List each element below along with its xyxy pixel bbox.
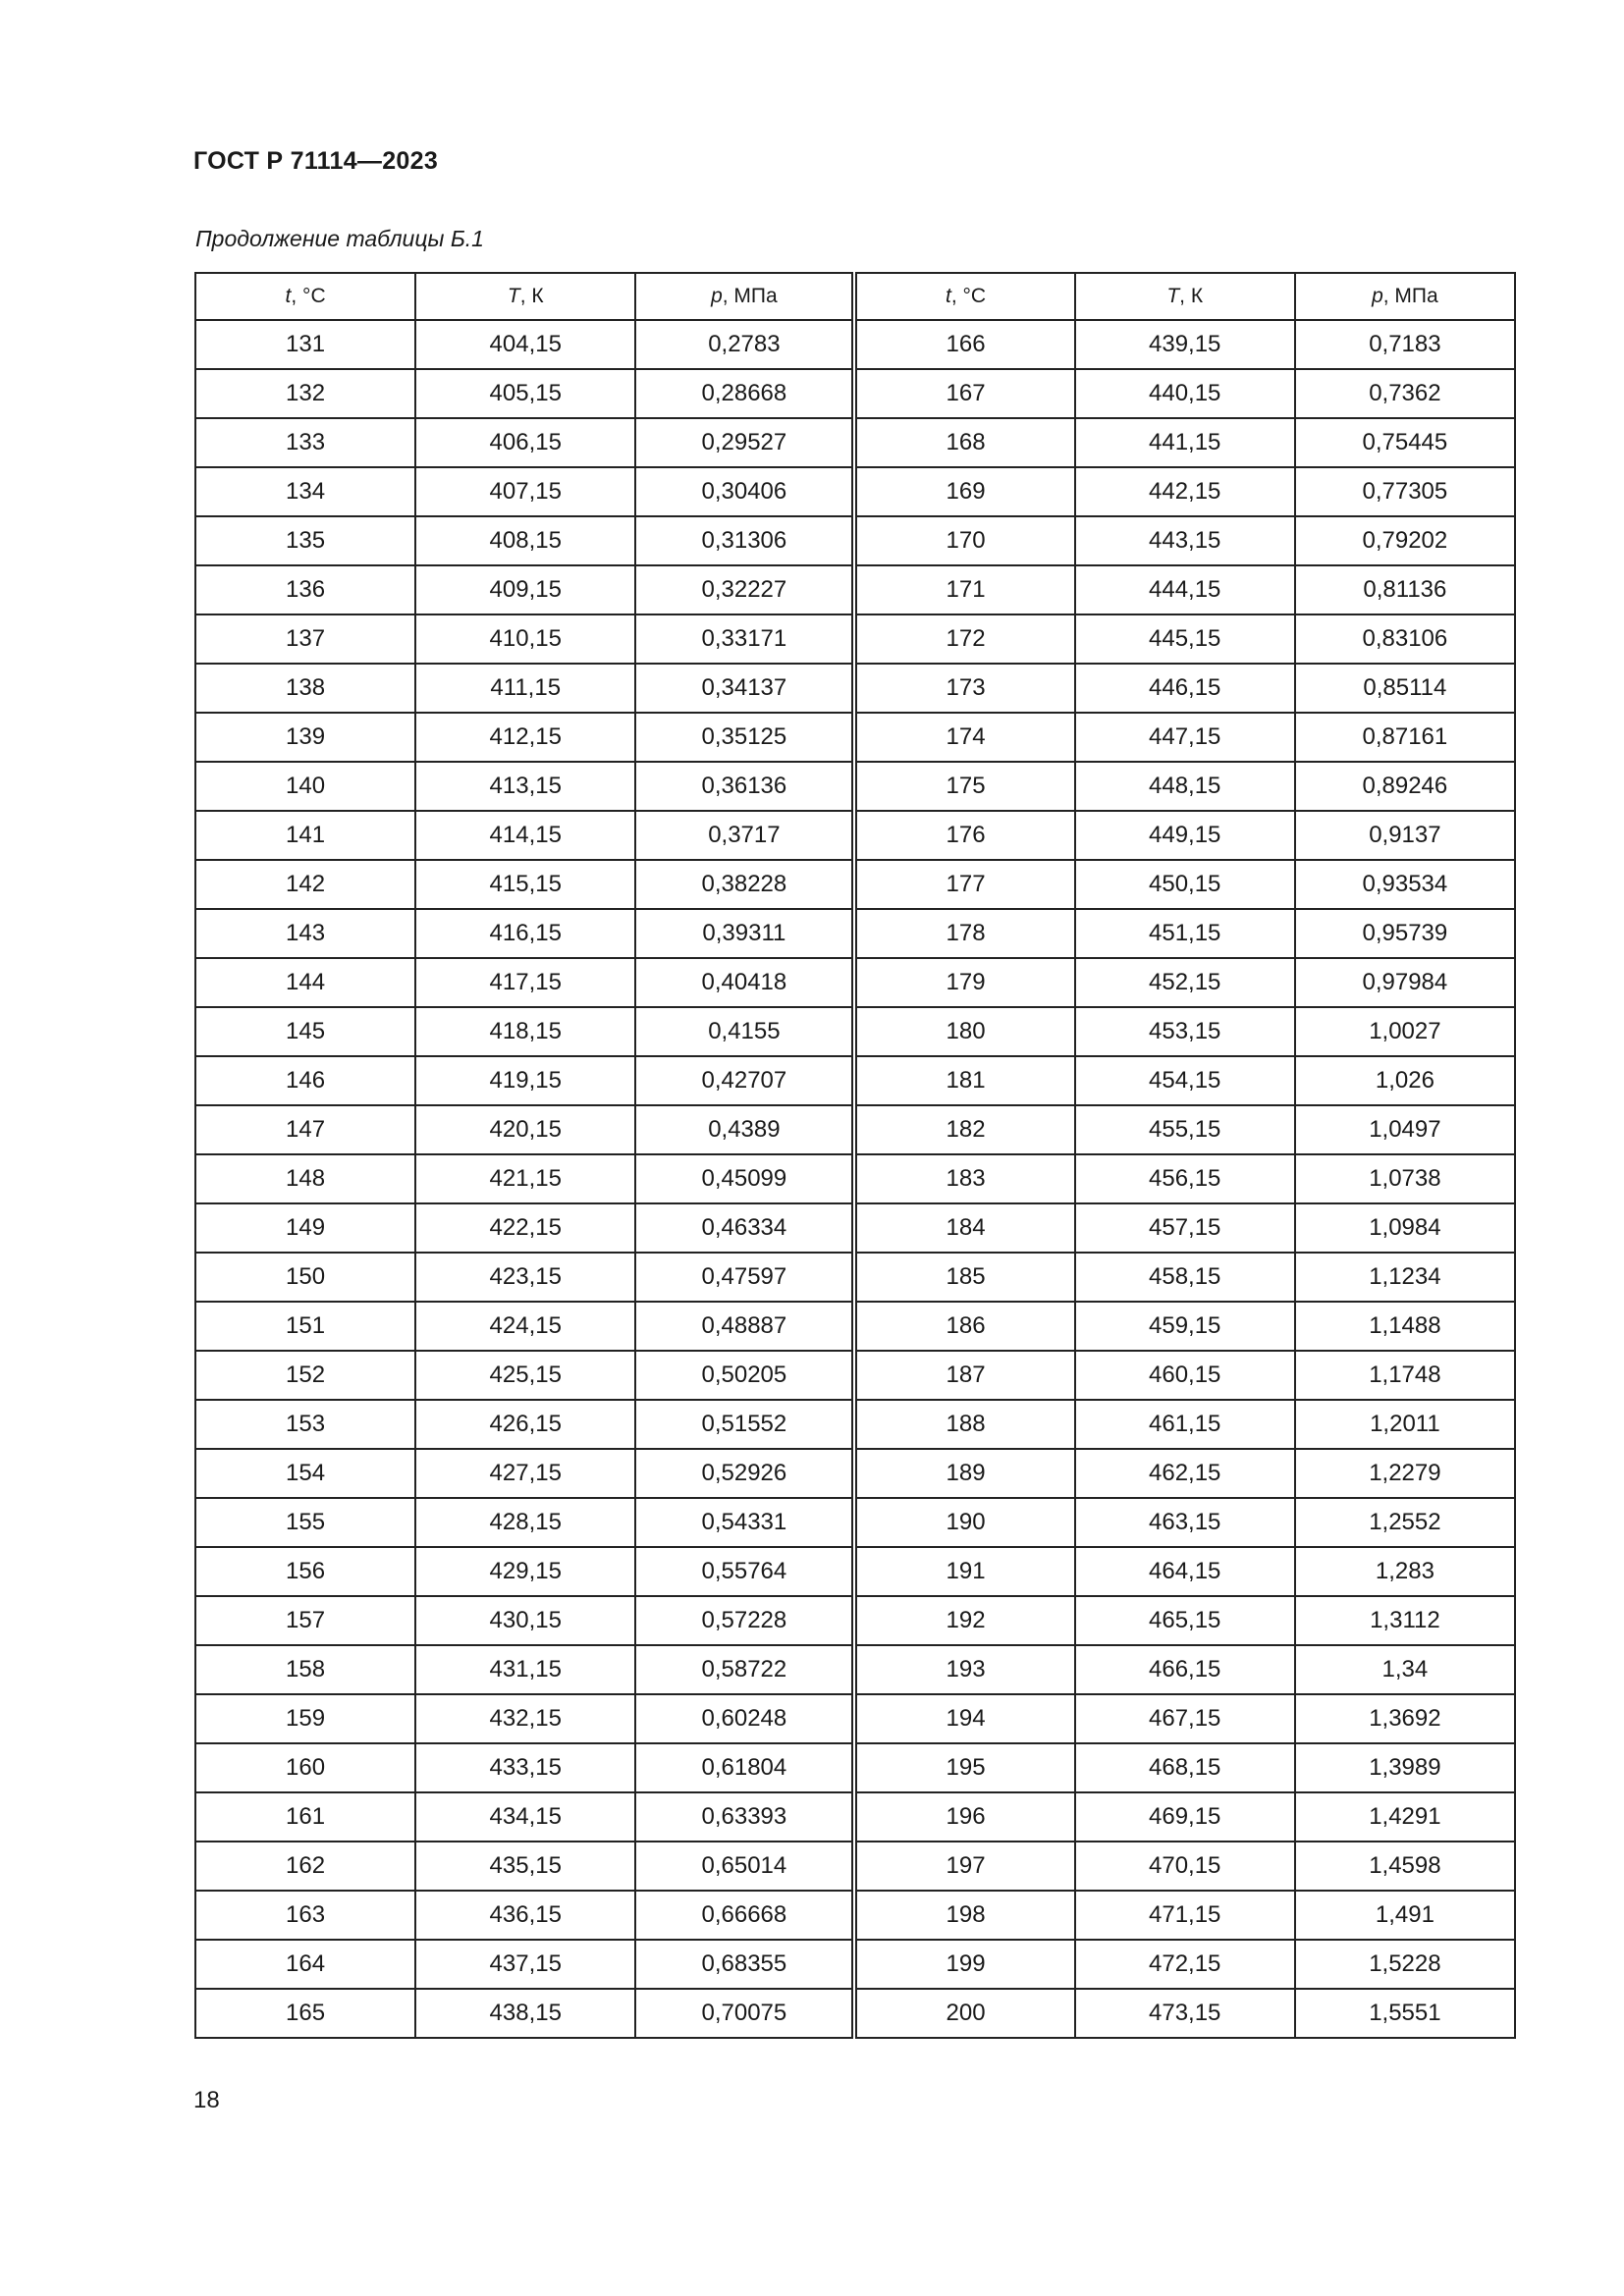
cell-T-right: 452,15: [1075, 958, 1295, 1007]
cell-t-right: 176: [854, 811, 1074, 860]
table-row: [195, 467, 1515, 516]
cell-T-right: 443,15: [1075, 516, 1295, 565]
cell-t-left: 143: [195, 909, 415, 958]
table-row: [195, 1498, 1515, 1547]
cell-t-right: 198: [854, 1891, 1074, 1940]
cell-p-right: 1,0738: [1295, 1154, 1515, 1203]
cell-T-left: 419,15: [415, 1056, 635, 1105]
cell-T-left: 432,15: [415, 1694, 635, 1743]
cell-T-left: 407,15: [415, 467, 635, 516]
cell-p-left: 0,33171: [635, 614, 854, 664]
table-header-row: [195, 273, 1515, 320]
cell-p-left: 0,35125: [635, 713, 854, 762]
cell-T-right: 444,15: [1075, 565, 1295, 614]
cell-T-right: 455,15: [1075, 1105, 1295, 1154]
cell-p-right: 1,3112: [1295, 1596, 1515, 1645]
cell-p-left: 0,28668: [635, 369, 854, 418]
cell-p-left: 0,29527: [635, 418, 854, 467]
cell-t-right: 194: [854, 1694, 1074, 1743]
cell-t-left: 132: [195, 369, 415, 418]
cell-t-right: 181: [854, 1056, 1074, 1105]
cell-T-left: 437,15: [415, 1940, 635, 1989]
cell-p-right: 1,4598: [1295, 1842, 1515, 1891]
cell-p-right: 0,93534: [1295, 860, 1515, 909]
cell-t-right: 192: [854, 1596, 1074, 1645]
cell-p-left: 0,52926: [635, 1449, 854, 1498]
table-row: [195, 1056, 1515, 1105]
table-row: [195, 958, 1515, 1007]
cell-t-left: 150: [195, 1253, 415, 1302]
cell-p-right: 1,2011: [1295, 1400, 1515, 1449]
cell-p-right: 0,87161: [1295, 713, 1515, 762]
cell-T-right: 468,15: [1075, 1743, 1295, 1792]
cell-p-right: 0,83106: [1295, 614, 1515, 664]
cell-t-right: 172: [854, 614, 1074, 664]
cell-T-right: 445,15: [1075, 614, 1295, 664]
cell-t-left: 161: [195, 1792, 415, 1842]
cell-T-right: 461,15: [1075, 1400, 1295, 1449]
table-row: [195, 614, 1515, 664]
cell-p-left: 0,38228: [635, 860, 854, 909]
cell-T-right: 466,15: [1075, 1645, 1295, 1694]
cell-t-left: 137: [195, 614, 415, 664]
cell-t-right: 166: [854, 320, 1074, 369]
cell-T-left: 416,15: [415, 909, 635, 958]
cell-T-left: 425,15: [415, 1351, 635, 1400]
cell-t-right: 184: [854, 1203, 1074, 1253]
cell-p-left: 0,32227: [635, 565, 854, 614]
cell-t-left: 139: [195, 713, 415, 762]
cell-T-left: 422,15: [415, 1203, 635, 1253]
cell-T-left: 430,15: [415, 1596, 635, 1645]
cell-t-left: 134: [195, 467, 415, 516]
cell-T-right: 454,15: [1075, 1056, 1295, 1105]
table-row: [195, 1891, 1515, 1940]
cell-T-left: 412,15: [415, 713, 635, 762]
table-row: [195, 565, 1515, 614]
column-header-t-left: t, °С: [195, 273, 415, 320]
cell-t-right: 193: [854, 1645, 1074, 1694]
cell-T-right: 447,15: [1075, 713, 1295, 762]
cell-T-right: 440,15: [1075, 369, 1295, 418]
cell-p-left: 0,55764: [635, 1547, 854, 1596]
steam-pressure-table: [194, 272, 1516, 2039]
cell-p-right: 0,75445: [1295, 418, 1515, 467]
cell-t-right: 186: [854, 1302, 1074, 1351]
table-row: [195, 1400, 1515, 1449]
cell-T-right: 449,15: [1075, 811, 1295, 860]
table-row: [195, 1596, 1515, 1645]
cell-p-left: 0,63393: [635, 1792, 854, 1842]
cell-T-left: 406,15: [415, 418, 635, 467]
cell-t-right: 199: [854, 1940, 1074, 1989]
cell-p-right: 1,283: [1295, 1547, 1515, 1596]
cell-T-right: 460,15: [1075, 1351, 1295, 1400]
cell-T-left: 427,15: [415, 1449, 635, 1498]
cell-t-left: 156: [195, 1547, 415, 1596]
table-row: [195, 909, 1515, 958]
cell-t-left: 135: [195, 516, 415, 565]
cell-p-right: 1,5551: [1295, 1989, 1515, 2038]
table-row: [195, 1694, 1515, 1743]
column-header-T-right: T, К: [1075, 273, 1295, 320]
cell-p-right: 1,0027: [1295, 1007, 1515, 1056]
cell-t-right: 189: [854, 1449, 1074, 1498]
table-row: [195, 320, 1515, 369]
cell-p-right: 1,0984: [1295, 1203, 1515, 1253]
cell-t-left: 138: [195, 664, 415, 713]
cell-p-left: 0,45099: [635, 1154, 854, 1203]
cell-T-left: 424,15: [415, 1302, 635, 1351]
cell-T-left: 418,15: [415, 1007, 635, 1056]
cell-T-left: 429,15: [415, 1547, 635, 1596]
cell-T-right: 439,15: [1075, 320, 1295, 369]
cell-T-left: 434,15: [415, 1792, 635, 1842]
cell-p-left: 0,3717: [635, 811, 854, 860]
cell-p-right: 0,89246: [1295, 762, 1515, 811]
table-row: [195, 1253, 1515, 1302]
cell-p-right: 1,34: [1295, 1645, 1515, 1694]
table-row: [195, 516, 1515, 565]
cell-t-right: 175: [854, 762, 1074, 811]
cell-p-left: 0,2783: [635, 320, 854, 369]
cell-t-left: 146: [195, 1056, 415, 1105]
cell-T-right: 471,15: [1075, 1891, 1295, 1940]
cell-t-left: 145: [195, 1007, 415, 1056]
table-row: [195, 1989, 1515, 2038]
cell-T-left: 435,15: [415, 1842, 635, 1891]
table-row: [195, 762, 1515, 811]
cell-T-right: 456,15: [1075, 1154, 1295, 1203]
cell-T-left: 420,15: [415, 1105, 635, 1154]
cell-t-left: 142: [195, 860, 415, 909]
cell-t-right: 182: [854, 1105, 1074, 1154]
cell-t-right: 167: [854, 369, 1074, 418]
cell-t-right: 173: [854, 664, 1074, 713]
cell-t-left: 164: [195, 1940, 415, 1989]
column-header-p-left: p, МПа: [635, 273, 854, 320]
cell-p-right: 0,85114: [1295, 664, 1515, 713]
cell-t-right: 197: [854, 1842, 1074, 1891]
cell-t-left: 151: [195, 1302, 415, 1351]
cell-T-left: 438,15: [415, 1989, 635, 2038]
cell-T-right: 446,15: [1075, 664, 1295, 713]
cell-t-left: 152: [195, 1351, 415, 1400]
cell-T-right: 457,15: [1075, 1203, 1295, 1253]
cell-p-left: 0,30406: [635, 467, 854, 516]
cell-T-right: 463,15: [1075, 1498, 1295, 1547]
cell-p-right: 0,7362: [1295, 369, 1515, 418]
cell-p-right: 1,0497: [1295, 1105, 1515, 1154]
cell-T-right: 458,15: [1075, 1253, 1295, 1302]
cell-p-right: 1,3989: [1295, 1743, 1515, 1792]
cell-T-right: 472,15: [1075, 1940, 1295, 1989]
table-row: [195, 1547, 1515, 1596]
cell-t-left: 160: [195, 1743, 415, 1792]
table-row: [195, 811, 1515, 860]
cell-p-left: 0,57228: [635, 1596, 854, 1645]
table-row: [195, 1645, 1515, 1694]
table-row: [195, 1203, 1515, 1253]
cell-T-left: 426,15: [415, 1400, 635, 1449]
cell-p-left: 0,60248: [635, 1694, 854, 1743]
cell-T-right: 469,15: [1075, 1792, 1295, 1842]
cell-p-right: 1,1234: [1295, 1253, 1515, 1302]
cell-t-left: 163: [195, 1891, 415, 1940]
cell-t-right: 183: [854, 1154, 1074, 1203]
cell-t-left: 153: [195, 1400, 415, 1449]
cell-t-left: 136: [195, 565, 415, 614]
cell-p-left: 0,50205: [635, 1351, 854, 1400]
table-row: [195, 713, 1515, 762]
cell-t-right: 190: [854, 1498, 1074, 1547]
cell-T-right: 464,15: [1075, 1547, 1295, 1596]
cell-p-right: 1,491: [1295, 1891, 1515, 1940]
cell-t-left: 141: [195, 811, 415, 860]
cell-t-right: 170: [854, 516, 1074, 565]
cell-t-right: 179: [854, 958, 1074, 1007]
cell-T-left: 415,15: [415, 860, 635, 909]
cell-p-right: 0,81136: [1295, 565, 1515, 614]
cell-p-right: 0,9137: [1295, 811, 1515, 860]
cell-p-left: 0,4389: [635, 1105, 854, 1154]
cell-p-left: 0,31306: [635, 516, 854, 565]
table-row: [195, 1007, 1515, 1056]
cell-T-left: 413,15: [415, 762, 635, 811]
table-body: [195, 320, 1515, 2038]
table-row: [195, 1842, 1515, 1891]
cell-p-right: 1,1748: [1295, 1351, 1515, 1400]
cell-p-left: 0,34137: [635, 664, 854, 713]
cell-T-left: 433,15: [415, 1743, 635, 1792]
table-row: [195, 1105, 1515, 1154]
cell-p-right: 1,026: [1295, 1056, 1515, 1105]
cell-t-right: 191: [854, 1547, 1074, 1596]
table-row: [195, 1743, 1515, 1792]
cell-p-left: 0,65014: [635, 1842, 854, 1891]
cell-p-left: 0,47597: [635, 1253, 854, 1302]
cell-T-right: 448,15: [1075, 762, 1295, 811]
cell-t-left: 154: [195, 1449, 415, 1498]
column-header-p-right: p, МПа: [1295, 273, 1515, 320]
cell-p-left: 0,70075: [635, 1989, 854, 2038]
cell-t-right: 195: [854, 1743, 1074, 1792]
cell-p-left: 0,36136: [635, 762, 854, 811]
cell-T-left: 431,15: [415, 1645, 635, 1694]
cell-p-left: 0,61804: [635, 1743, 854, 1792]
cell-t-left: 157: [195, 1596, 415, 1645]
cell-T-right: 473,15: [1075, 1989, 1295, 2038]
cell-p-left: 0,68355: [635, 1940, 854, 1989]
cell-t-right: 169: [854, 467, 1074, 516]
cell-p-left: 0,58722: [635, 1645, 854, 1694]
table-row: [195, 860, 1515, 909]
cell-T-left: 409,15: [415, 565, 635, 614]
table-caption: Продолжение таблицы Б.1: [195, 226, 484, 251]
cell-t-left: 140: [195, 762, 415, 811]
cell-p-left: 0,40418: [635, 958, 854, 1007]
cell-p-right: 0,79202: [1295, 516, 1515, 565]
cell-T-right: 450,15: [1075, 860, 1295, 909]
cell-T-right: 453,15: [1075, 1007, 1295, 1056]
cell-T-right: 441,15: [1075, 418, 1295, 467]
cell-t-right: 168: [854, 418, 1074, 467]
cell-p-right: 1,1488: [1295, 1302, 1515, 1351]
cell-p-left: 0,39311: [635, 909, 854, 958]
cell-t-right: 171: [854, 565, 1074, 614]
cell-t-right: 188: [854, 1400, 1074, 1449]
cell-T-right: 459,15: [1075, 1302, 1295, 1351]
cell-p-left: 0,4155: [635, 1007, 854, 1056]
cell-p-left: 0,48887: [635, 1302, 854, 1351]
table-row: [195, 1792, 1515, 1842]
document-code: ГОСТ Р 71114—2023: [193, 147, 439, 175]
cell-t-left: 131: [195, 320, 415, 369]
cell-T-right: 451,15: [1075, 909, 1295, 958]
table-row: [195, 1154, 1515, 1203]
cell-T-right: 465,15: [1075, 1596, 1295, 1645]
cell-T-left: 417,15: [415, 958, 635, 1007]
cell-t-right: 178: [854, 909, 1074, 958]
cell-T-left: 405,15: [415, 369, 635, 418]
table-row: [195, 1449, 1515, 1498]
cell-T-left: 408,15: [415, 516, 635, 565]
table-row: [195, 1940, 1515, 1989]
cell-t-right: 185: [854, 1253, 1074, 1302]
cell-p-left: 0,42707: [635, 1056, 854, 1105]
cell-t-right: 174: [854, 713, 1074, 762]
cell-T-right: 467,15: [1075, 1694, 1295, 1743]
cell-T-right: 442,15: [1075, 467, 1295, 516]
cell-p-right: 0,95739: [1295, 909, 1515, 958]
cell-T-left: 410,15: [415, 614, 635, 664]
cell-T-left: 436,15: [415, 1891, 635, 1940]
cell-p-left: 0,46334: [635, 1203, 854, 1253]
cell-t-left: 158: [195, 1645, 415, 1694]
cell-p-left: 0,51552: [635, 1400, 854, 1449]
cell-t-left: 149: [195, 1203, 415, 1253]
cell-t-left: 144: [195, 958, 415, 1007]
column-header-T-left: T, К: [415, 273, 635, 320]
cell-t-left: 159: [195, 1694, 415, 1743]
cell-t-right: 180: [854, 1007, 1074, 1056]
cell-p-right: 1,2279: [1295, 1449, 1515, 1498]
table-row: [195, 369, 1515, 418]
cell-p-right: 0,97984: [1295, 958, 1515, 1007]
cell-T-left: 428,15: [415, 1498, 635, 1547]
table-row: [195, 418, 1515, 467]
cell-p-right: 1,5228: [1295, 1940, 1515, 1989]
cell-t-left: 155: [195, 1498, 415, 1547]
cell-p-left: 0,66668: [635, 1891, 854, 1940]
cell-T-left: 414,15: [415, 811, 635, 860]
cell-t-right: 187: [854, 1351, 1074, 1400]
cell-t-right: 196: [854, 1792, 1074, 1842]
cell-p-right: 1,4291: [1295, 1792, 1515, 1842]
cell-t-left: 133: [195, 418, 415, 467]
cell-T-left: 423,15: [415, 1253, 635, 1302]
cell-p-left: 0,54331: [635, 1498, 854, 1547]
cell-t-left: 147: [195, 1105, 415, 1154]
cell-p-right: 0,7183: [1295, 320, 1515, 369]
table-row: [195, 1351, 1515, 1400]
column-header-t-right: t, °С: [854, 273, 1074, 320]
cell-t-right: 177: [854, 860, 1074, 909]
cell-t-left: 162: [195, 1842, 415, 1891]
cell-T-right: 470,15: [1075, 1842, 1295, 1891]
cell-T-right: 462,15: [1075, 1449, 1295, 1498]
table-container: [194, 272, 1516, 2039]
cell-p-right: 1,3692: [1295, 1694, 1515, 1743]
cell-T-left: 411,15: [415, 664, 635, 713]
cell-p-right: 0,77305: [1295, 467, 1515, 516]
cell-T-left: 404,15: [415, 320, 635, 369]
page-number: 18: [193, 2087, 220, 2113]
table-row: [195, 664, 1515, 713]
cell-T-left: 421,15: [415, 1154, 635, 1203]
table-row: [195, 1302, 1515, 1351]
cell-t-left: 148: [195, 1154, 415, 1203]
cell-p-right: 1,2552: [1295, 1498, 1515, 1547]
cell-t-right: 200: [854, 1989, 1074, 2038]
cell-t-left: 165: [195, 1989, 415, 2038]
